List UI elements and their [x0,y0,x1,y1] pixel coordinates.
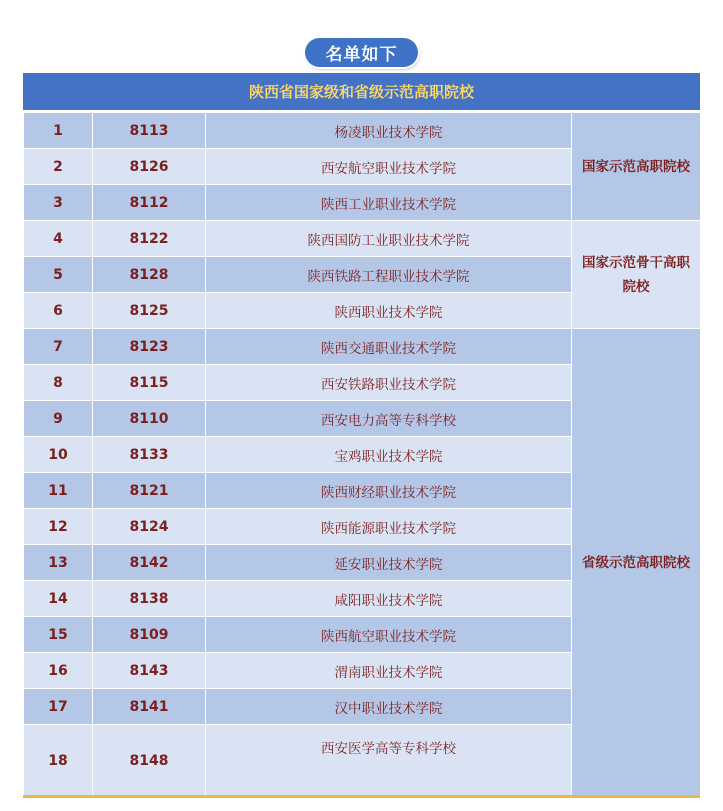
row-number: 2 [24,149,93,185]
school-code: 8125 [93,293,206,329]
school-code: 8124 [93,509,206,545]
school-code: 8141 [93,689,206,725]
row-number: 3 [24,185,93,221]
school-name: 陕西国防工业职业技术学院 [206,221,572,257]
row-number: 15 [24,617,93,653]
section-badge: 名单如下 [305,38,418,67]
school-name: 陕西能源职业技术学院 [206,509,572,545]
school-name: 延安职业技术学院 [206,545,572,581]
school-code: 8142 [93,545,206,581]
school-name: 西安电力高等专科学校 [206,401,572,437]
row-number: 6 [24,293,93,329]
school-code: 8113 [93,113,206,149]
school-code: 8122 [93,221,206,257]
table-row [24,113,701,149]
school-name: 陕西财经职业技术学院 [206,473,572,509]
school-code: 8121 [93,473,206,509]
school-code: 8138 [93,581,206,617]
row-number: 11 [24,473,93,509]
school-code: 8126 [93,149,206,185]
school-code: 8143 [93,653,206,689]
school-name: 陕西交通职业技术学院 [206,329,572,365]
row-number: 4 [24,221,93,257]
row-number: 12 [24,509,93,545]
school-name: 西安医学高等专科学校 [206,725,572,798]
row-number: 16 [24,653,93,689]
table-title: 陕西省国家级和省级示范高职院校 [23,73,700,112]
school-code: 8133 [93,437,206,473]
school-name: 陕西职业技术学院 [206,293,572,329]
school-code: 8115 [93,365,206,401]
row-number: 7 [24,329,93,365]
school-name: 陕西航空职业技术学院 [206,617,572,653]
category-national-backbone: 国家示范骨干高职院校 [572,221,701,329]
school-name: 渭南职业技术学院 [206,653,572,689]
school-list [23,112,701,798]
row-number: 1 [24,113,93,149]
school-name: 杨凌职业技术学院 [206,113,572,149]
row-number: 10 [24,437,93,473]
row-number: 18 [24,725,93,798]
row-number: 5 [24,257,93,293]
category-provincial-demo: 省级示范高职院校 [572,329,701,798]
school-code: 8128 [93,257,206,293]
school-code: 8110 [93,401,206,437]
table-row [24,221,701,257]
divider-line [23,795,700,798]
school-name: 陕西工业职业技术学院 [206,185,572,221]
school-name: 西安铁路职业技术学院 [206,365,572,401]
row-number: 17 [24,689,93,725]
school-name: 西安航空职业技术学院 [206,149,572,185]
school-name: 咸阳职业技术学院 [206,581,572,617]
school-code: 8123 [93,329,206,365]
row-number: 9 [24,401,93,437]
school-name: 宝鸡职业技术学院 [206,437,572,473]
row-number: 8 [24,365,93,401]
school-name: 汉中职业技术学院 [206,689,572,725]
row-number: 13 [24,545,93,581]
school-name: 陕西铁路工程职业技术学院 [206,257,572,293]
school-table [23,73,700,798]
school-code: 8109 [93,617,206,653]
table-row [24,329,701,365]
row-number: 14 [24,581,93,617]
category-national-demo: 国家示范高职院校 [572,113,701,221]
school-code: 8148 [93,725,206,798]
school-code: 8112 [93,185,206,221]
